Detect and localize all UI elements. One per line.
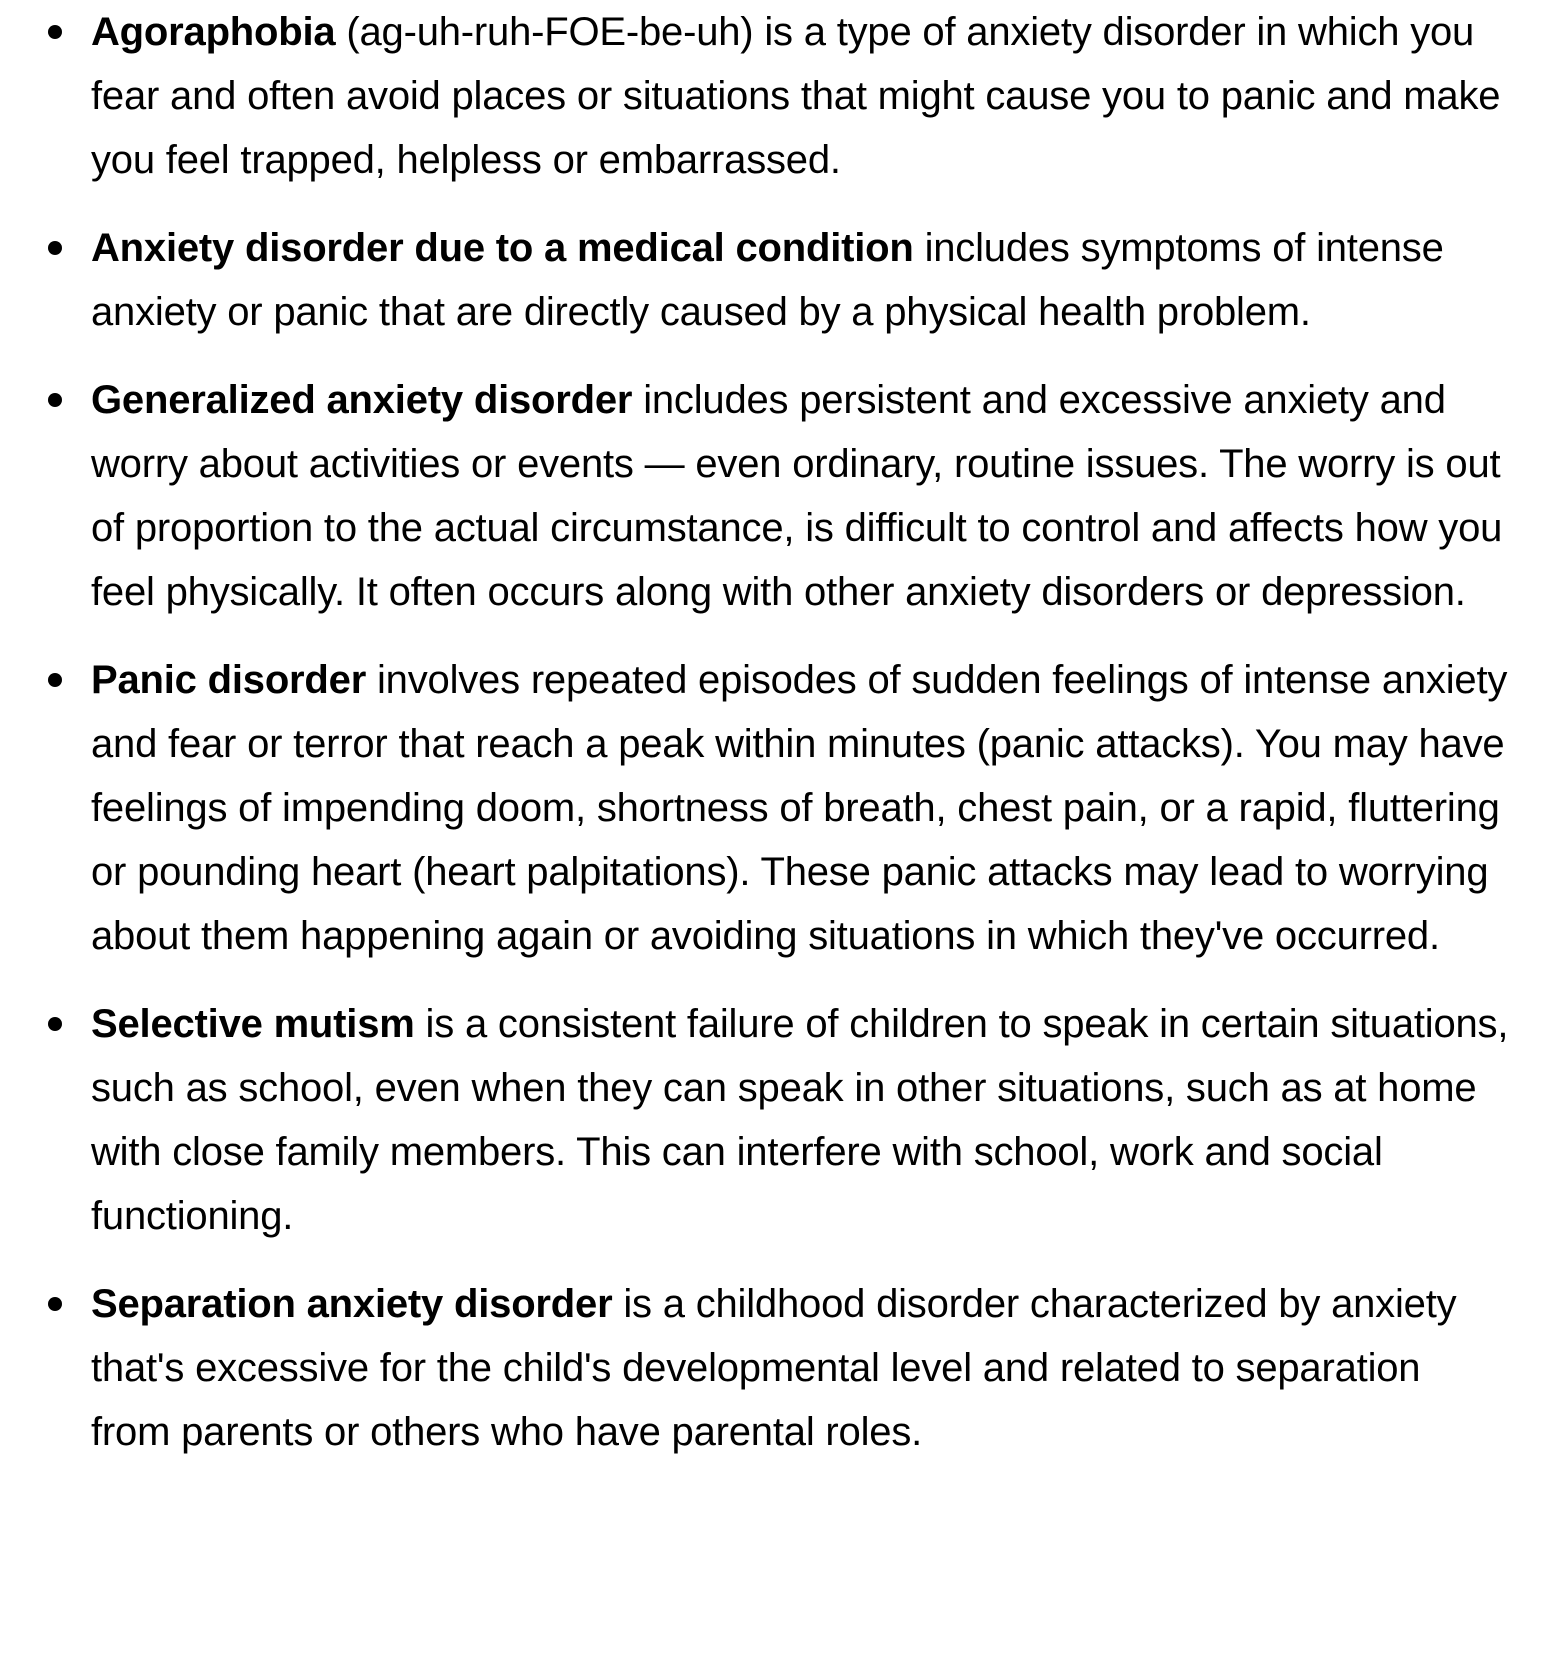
list-item-agoraphobia [0, 0, 1549, 192]
bullet-icon [48, 393, 62, 407]
bullet-icon [48, 1297, 62, 1311]
list-item-text: includes persistent and excessive anxiety and worry about activities or events — even ordinary, routine issues. The worry is out of proportion to the actual circumstance, is difficult to control and affects how you feel physically. It often occurs along with other anxiety disorders or depression. [91, 378, 1503, 614]
list-item-term: Selective mutism [91, 1002, 415, 1046]
list-item-text: is a consistent failure of children to speak in certain situations, such as school, even when they can speak in other situations, such as at home with close family members. This can interfere with school, work and social functioning. [91, 1002, 1509, 1238]
list-item-term: Anxiety disorder due to a medical condition [91, 226, 914, 270]
list-item-text: involves repeated episodes of sudden feelings of intense anxiety and fear or terror that reach a peak within minutes (panic attacks). You may have feelings of impending doom, shortness of breath, chest pain, or a rapid, fluttering or pounding heart (heart palpitations). These panic attacks may lead to worrying about them happening again or avoiding situations in which they've occurred. [91, 658, 1508, 958]
list-item-panic-disorder [0, 648, 1549, 968]
list-item-term: Agoraphobia [91, 10, 336, 54]
list-item-term: Panic disorder [91, 658, 367, 702]
list-item-text: includes symptoms of intense anxiety or panic that are directly caused by a physical health problem. [91, 226, 1444, 334]
list-item-medical-condition [0, 216, 1549, 344]
bullet-icon [48, 25, 62, 39]
bullet-icon [48, 241, 62, 255]
list-item-text: (ag-uh-ruh-FOE-be-uh) is a type of anxiety disorder in which you fear and often avoid places or situations that might cause you to panic and make you feel trapped, helpless or embarrassed. [91, 10, 1501, 182]
list-item-selective-mutism [0, 992, 1549, 1248]
list-item-text: is a childhood disorder characterized by anxiety that's excessive for the child's developmental level and related to separation from parents or others who have parental roles. [91, 1282, 1457, 1454]
list-item-separation-anxiety [0, 1272, 1549, 1464]
bullet-icon [48, 673, 62, 687]
list-item-term: Generalized anxiety disorder [91, 378, 633, 422]
bullet-icon [48, 1017, 62, 1031]
list-item-term: Separation anxiety disorder [91, 1282, 613, 1326]
list-item-generalized-anxiety [0, 368, 1549, 624]
